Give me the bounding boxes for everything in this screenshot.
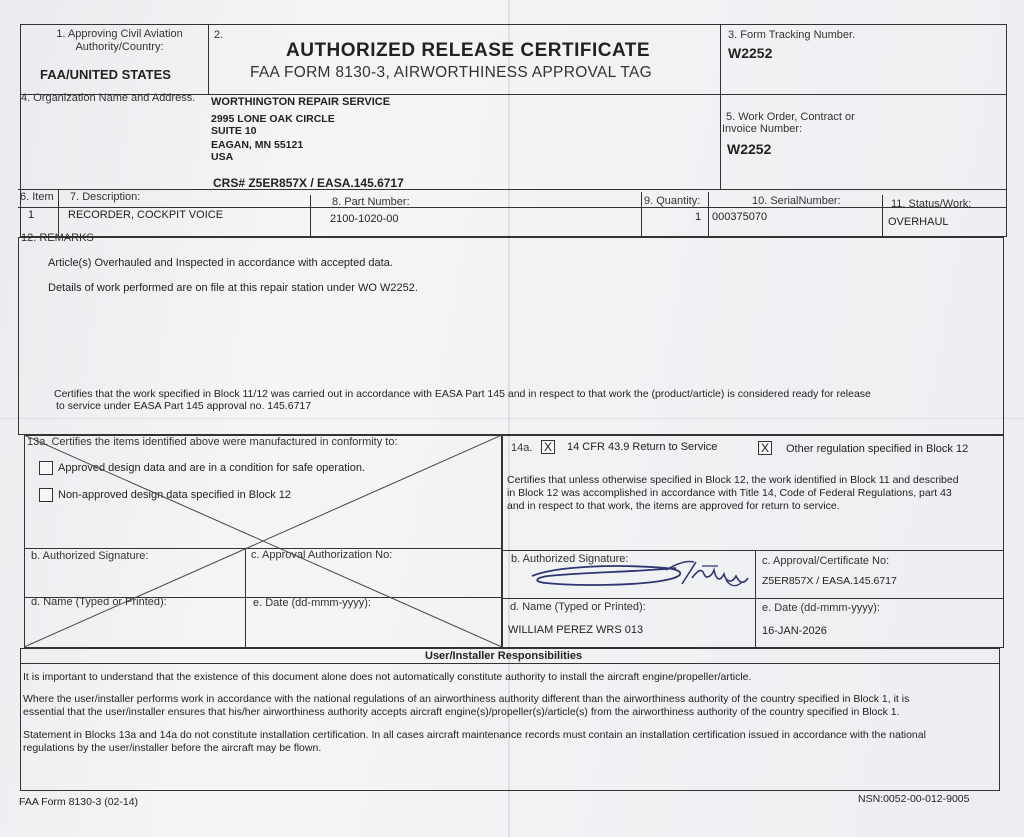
approval-certificate-number: Z5ER857X / EASA.145.6717 bbox=[762, 575, 897, 587]
address-line-1: 2995 LONE OAK CIRCLE bbox=[211, 113, 335, 125]
header-item: 6. Item bbox=[20, 191, 54, 203]
col-divider-desc bbox=[310, 195, 311, 237]
approved-design-label: Approved design data and are in a condition for safe operation. bbox=[58, 462, 365, 474]
approving-authority-value: FAA/UNITED STATES bbox=[40, 67, 171, 82]
address-line-4: USA bbox=[211, 151, 234, 163]
header-description: 7. Description: bbox=[70, 191, 141, 203]
block14a-name-label: d. Name (Typed or Printed): bbox=[510, 601, 646, 613]
block1-label: 1. Approving Civil Aviation Authority/Country: bbox=[56, 28, 183, 53]
certificate-title: AUTHORIZED RELEASE CERTIFICATE bbox=[286, 40, 651, 61]
header-part-number: 8. Part Number: bbox=[332, 196, 410, 208]
address-line-3: EAGAN, MN 55121 bbox=[211, 139, 304, 151]
block13a-date-label: e. Date (dd-mmm-yyyy): bbox=[253, 597, 371, 609]
responsibilities-p2-line-2: essential that the user/installer ensures that his/her airworthiness authority accepts aircraft engine(s)/propeller(s)/article(s) from the airworthiness authority of the country specified in Block 1. bbox=[23, 706, 900, 718]
block13a-sig-label: b. Authorized Signature: bbox=[31, 550, 149, 562]
block13a-label: 13a. Certifies the items identified above were manufactured in conformity to: bbox=[27, 436, 398, 448]
block13a-auth-label: c. Approval Authorization No: bbox=[251, 549, 393, 561]
cell-description: RECORDER, COCKPIT VOICE bbox=[68, 209, 224, 221]
cell-serial-number: 000375070 bbox=[712, 211, 768, 223]
col-divider-qty bbox=[708, 192, 709, 237]
responsibilities-p3-line-1: Statement in Blocks 13a and 14a do not constitute installation certification. In all cases aircraft maintenance records must contain an installation certification issued in accordance with the national bbox=[23, 729, 926, 741]
remarks-label: 12. REMARKS bbox=[21, 232, 94, 244]
crs-number: CRS# Z5ER857X / EASA.145.6717 bbox=[213, 176, 404, 190]
items-header-bottom bbox=[18, 207, 1007, 208]
block14a-statement-line-1: Certifies that unless otherwise specified in Block 12, the work identified in Block 11 and described bbox=[507, 474, 959, 486]
form-subtitle: FAA FORM 8130-3, AIRWORTHINESS APPROVAL TAG bbox=[250, 64, 652, 81]
other-regulation-label: Other regulation specified in Block 12 bbox=[786, 443, 969, 455]
block13a-name-label: d. Name (Typed or Printed): bbox=[31, 596, 167, 608]
signer-name: WILLIAM PEREZ WRS 013 bbox=[508, 624, 644, 636]
responsibilities-box bbox=[20, 648, 1000, 791]
block14a-statement-line-3: and in respect to that work, the items are approved for return to service. bbox=[507, 500, 840, 512]
block4-label: 4. Organization Name and Address. bbox=[21, 92, 196, 104]
block5-label-line1: 5. Work Order, Contract or bbox=[726, 111, 855, 123]
cell-quantity: 1 bbox=[695, 211, 702, 223]
responsibilities-p1: It is important to understand that the existence of this document alone does not automatically constitute authority to install the aircraft engine/propeller/article. bbox=[23, 671, 752, 683]
col-divider-part bbox=[641, 192, 642, 237]
header-status: 11. Status/Work: bbox=[891, 198, 972, 210]
work-order-number: W2252 bbox=[727, 141, 772, 157]
remarks-line-2: Details of work performed are on file at this repair station under WO W2252. bbox=[48, 282, 418, 294]
cell-status: OVERHAUL bbox=[888, 216, 949, 228]
block14a-label: 14a. bbox=[511, 442, 533, 454]
block14a-statement-line-2: in Block 12 was accomplished in accordance with Title 14, Code of Federal Regulations, part 43 bbox=[507, 487, 952, 499]
items-header-top bbox=[18, 189, 1007, 190]
responsibilities-heading-divider bbox=[20, 663, 1000, 664]
remarks-line-1: Article(s) Overhauled and Inspected in accordance with accepted data. bbox=[48, 257, 393, 269]
cell-part-number: 2100-1020-00 bbox=[330, 213, 399, 225]
return-to-service-checkbox[interactable]: X bbox=[541, 440, 555, 454]
block5-label-line2: Invoice Number: bbox=[722, 123, 803, 135]
block14a-cert-label: c. Approval/Certificate No: bbox=[762, 555, 890, 567]
block14a-divider-mid bbox=[502, 550, 1004, 551]
form-identifier: FAA Form 8130-3 (02-14) bbox=[19, 796, 139, 808]
organization-name: WORTHINGTON REPAIR SERVICE bbox=[211, 96, 391, 108]
block14a-box bbox=[502, 435, 1004, 648]
signature-date: 16-JAN-2026 bbox=[762, 625, 827, 637]
remarks-cert-line-1: Certifies that the work specified in Block 11/12 was carried out in accordance with EASA Part 145 and in respect to that work the (product/article) is considered ready for release bbox=[54, 388, 871, 400]
block14a-date-label: e. Date (dd-mmm-yyyy): bbox=[762, 602, 880, 614]
cell-item: 1 bbox=[28, 209, 35, 221]
col-divider-serial bbox=[882, 195, 883, 237]
responsibilities-p3-line-2: regulations by the user/installer before the aircraft may be flown. bbox=[23, 742, 322, 754]
nsn-number: NSN:0052-00-012-9005 bbox=[858, 793, 970, 805]
header-serial-number: 10. SerialNumber: bbox=[752, 195, 841, 207]
non-approved-design-label: Non-approved design data specified in Block 12 bbox=[58, 489, 291, 501]
block3-label: 3. Form Tracking Number. bbox=[728, 29, 856, 41]
block13a-cross-out bbox=[24, 435, 502, 648]
responsibilities-p2-line-1: Where the user/installer performs work in accordance with the national regulations of an airworthiness authority different than the airworthiness authority of the country specified in Block 1, it is bbox=[23, 693, 910, 705]
responsibilities-heading: User/Installer Responsibilities bbox=[425, 650, 583, 662]
other-regulation-checkbox[interactable]: X bbox=[758, 441, 772, 455]
authorized-signature bbox=[526, 556, 756, 602]
return-to-service-label: 14 CFR 43.9 Return to Service bbox=[567, 441, 718, 453]
divider-block1 bbox=[208, 24, 209, 94]
header-quantity: 9. Quantity: bbox=[644, 195, 701, 207]
col-divider-item bbox=[58, 189, 59, 237]
remarks-cert-line-2: to service under EASA Part 145 approval no. 145.6717 bbox=[56, 400, 312, 412]
address-line-2: SUITE 10 bbox=[211, 125, 257, 137]
block14a-sig-label: b. Authorized Signature: bbox=[511, 553, 629, 565]
divider-block3 bbox=[720, 24, 721, 189]
form-tracking-number: W2252 bbox=[728, 45, 773, 61]
block2-label: 2. bbox=[214, 29, 224, 41]
